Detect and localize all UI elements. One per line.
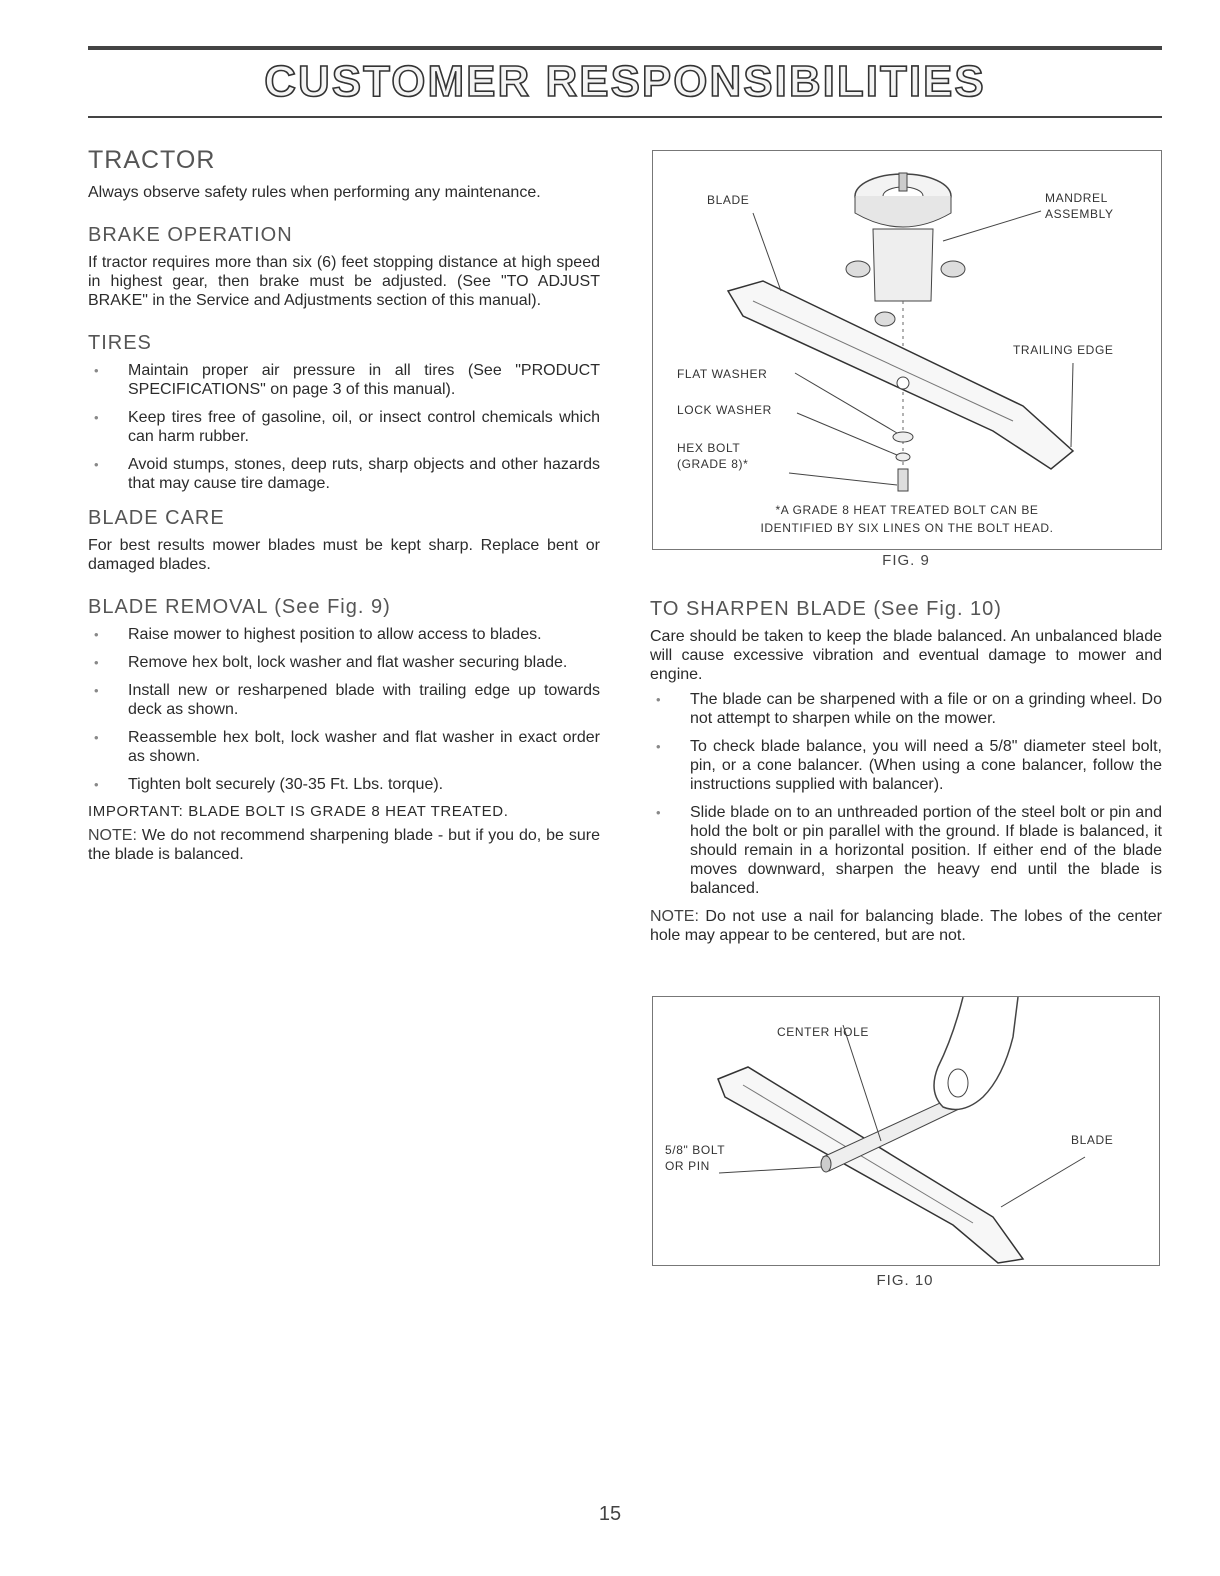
list-item: • Slide blade on to an unthreaded portion of the steel bolt or pin and hold the bolt or pin parallel with the ground. If blade is balanced, it should remain in a horizontal position. If either end of the blade moves downward, sharpen the heavy end until the blade is balanced. (650, 803, 1162, 898)
leader-line (795, 373, 897, 433)
fig9-footnote-line1: *A GRADE 8 HEAT TREATED BOLT CAN BE (775, 503, 1039, 517)
list-item: • To check blade balance, you will need a 5/8" diameter steel bolt, pin, or a cone balancer. (When using a cone balancer, follow the instructions supplied with balancer). (650, 737, 1162, 794)
hex-bolt (898, 469, 908, 491)
leader-line (797, 413, 897, 455)
list-item: • Tighten bolt securely (30-35 Ft. Lbs. torque). (88, 775, 600, 794)
tires-list (88, 361, 600, 493)
mount-ear (875, 312, 895, 326)
mount-ear (941, 261, 965, 277)
brake-text: If tractor requires more than six (6) feet stopping distance at high speed in highest gear, then brake must be adjusted. (See "TO ADJUST BRAKE" in the Service and Adjustments section of this manual). (88, 254, 600, 309)
title-underline (88, 116, 1162, 118)
note-label: NOTE: (650, 908, 699, 925)
label-hex-bolt: HEX BOLT (677, 441, 741, 455)
blade-care-text: For best results mower blades must be kept sharp. Replace bent or damaged blades. (88, 537, 600, 573)
page-title: CUSTOMER RESPONSIBILITIES (264, 57, 986, 106)
leader-line (719, 1167, 821, 1173)
label-mandrel: MANDREL (1045, 191, 1108, 205)
bolt-thread-end (821, 1156, 831, 1172)
blade-removal-heading: BLADE REMOVAL (See Fig. 9) (88, 596, 391, 618)
brake-heading: BRAKE OPERATION (88, 224, 293, 246)
fig10-drawing (653, 997, 1159, 1265)
blade-removal-list (88, 625, 600, 794)
leader-line (843, 1025, 881, 1141)
mount-ear (846, 261, 870, 277)
list-item: • Avoid stumps, stones, deep ruts, sharp objects and other hazards that may cause tire damage. (88, 455, 600, 493)
important-note: IMPORTANT: BLADE BOLT IS GRADE 8 HEAT TREATED. (88, 803, 509, 820)
sharpen-intro: Care should be taken to keep the blade balanced. An unbalanced blade will cause excessive vibration and eventual damage to mower and engine. (650, 628, 1162, 683)
flat-washer (893, 432, 913, 442)
fig9-diagram (652, 150, 1162, 550)
label-bolt: 5/8" BOLT (665, 1143, 726, 1157)
shaft-top (899, 173, 907, 191)
leader-line (1001, 1157, 1085, 1207)
page-number: 15 (598, 1503, 622, 1525)
list-item: • Keep tires free of gasoline, oil, or insect control chemicals which can harm rubber. (88, 408, 600, 446)
list-item: • The blade can be sharpened with a file or on a grinding wheel. Do not attempt to sharpen while on the mower. (650, 690, 1162, 728)
sharpen-heading: TO SHARPEN BLADE (See Fig. 10) (650, 598, 1002, 620)
mandrel-housing (873, 229, 933, 301)
left-column (88, 146, 600, 864)
pulley-side (855, 196, 951, 227)
tractor-heading: TRACTOR (88, 146, 216, 174)
top-rule (88, 46, 1162, 50)
label-blade: BLADE (1071, 1133, 1114, 1147)
fig9-footnote-line2: IDENTIFIED BY SIX LINES ON THE BOLT HEAD. (760, 521, 1054, 535)
label-grade: (GRADE 8)* (677, 457, 749, 471)
label-or-pin: OR PIN (665, 1159, 710, 1173)
blade-care-heading: BLADE CARE (88, 507, 225, 529)
note-text: Do not use a nail for balancing blade. The lobes of the center hole may appear to be centered, but are not. (650, 908, 1162, 944)
list-item: • Remove hex bolt, lock washer and flat washer securing blade. (88, 653, 600, 672)
label-lock-washer: LOCK WASHER (677, 403, 772, 417)
tires-heading: TIRES (88, 332, 152, 354)
sharpen-note (650, 907, 1162, 945)
blade-center-hole (897, 377, 909, 389)
removal-note (88, 826, 600, 864)
fig10-diagram (652, 996, 1160, 1266)
leader-line (789, 473, 897, 485)
tractor-text: Always observe safety rules when performing any maintenance. (88, 184, 541, 201)
fig9-caption: FIG. 9 (882, 552, 930, 569)
label-blade: BLADE (707, 193, 750, 207)
leader-line (1071, 363, 1073, 447)
leader-line (943, 211, 1041, 241)
label-assembly: ASSEMBLY (1045, 207, 1114, 221)
hand-outline (934, 997, 1018, 1109)
lock-washer (896, 453, 910, 461)
fingertip (948, 1069, 968, 1097)
note-label: NOTE: (88, 827, 137, 844)
label-flat-washer: FLAT WASHER (677, 367, 768, 381)
list-item: • Raise mower to highest position to allow access to blades. (88, 625, 600, 644)
list-item: • Install new or resharpened blade with trailing edge up towards deck as shown. (88, 681, 600, 719)
sharpen-list (650, 690, 1162, 898)
fig10-caption: FIG. 10 (876, 1272, 934, 1289)
label-center-hole: CENTER HOLE (777, 1025, 869, 1039)
note-text: We do not recommend sharpening blade - but if you do, be sure the blade is balanced. (88, 827, 601, 863)
list-item: • Reassemble hex bolt, lock washer and flat washer in exact order as shown. (88, 728, 600, 766)
right-column (650, 598, 1162, 945)
list-item: • Maintain proper air pressure in all tires (See "PRODUCT SPECIFICATIONS" on page 3 of this manual). (88, 361, 600, 399)
label-trailing-edge: TRAILING EDGE (1013, 343, 1114, 357)
leader-line (753, 213, 781, 291)
